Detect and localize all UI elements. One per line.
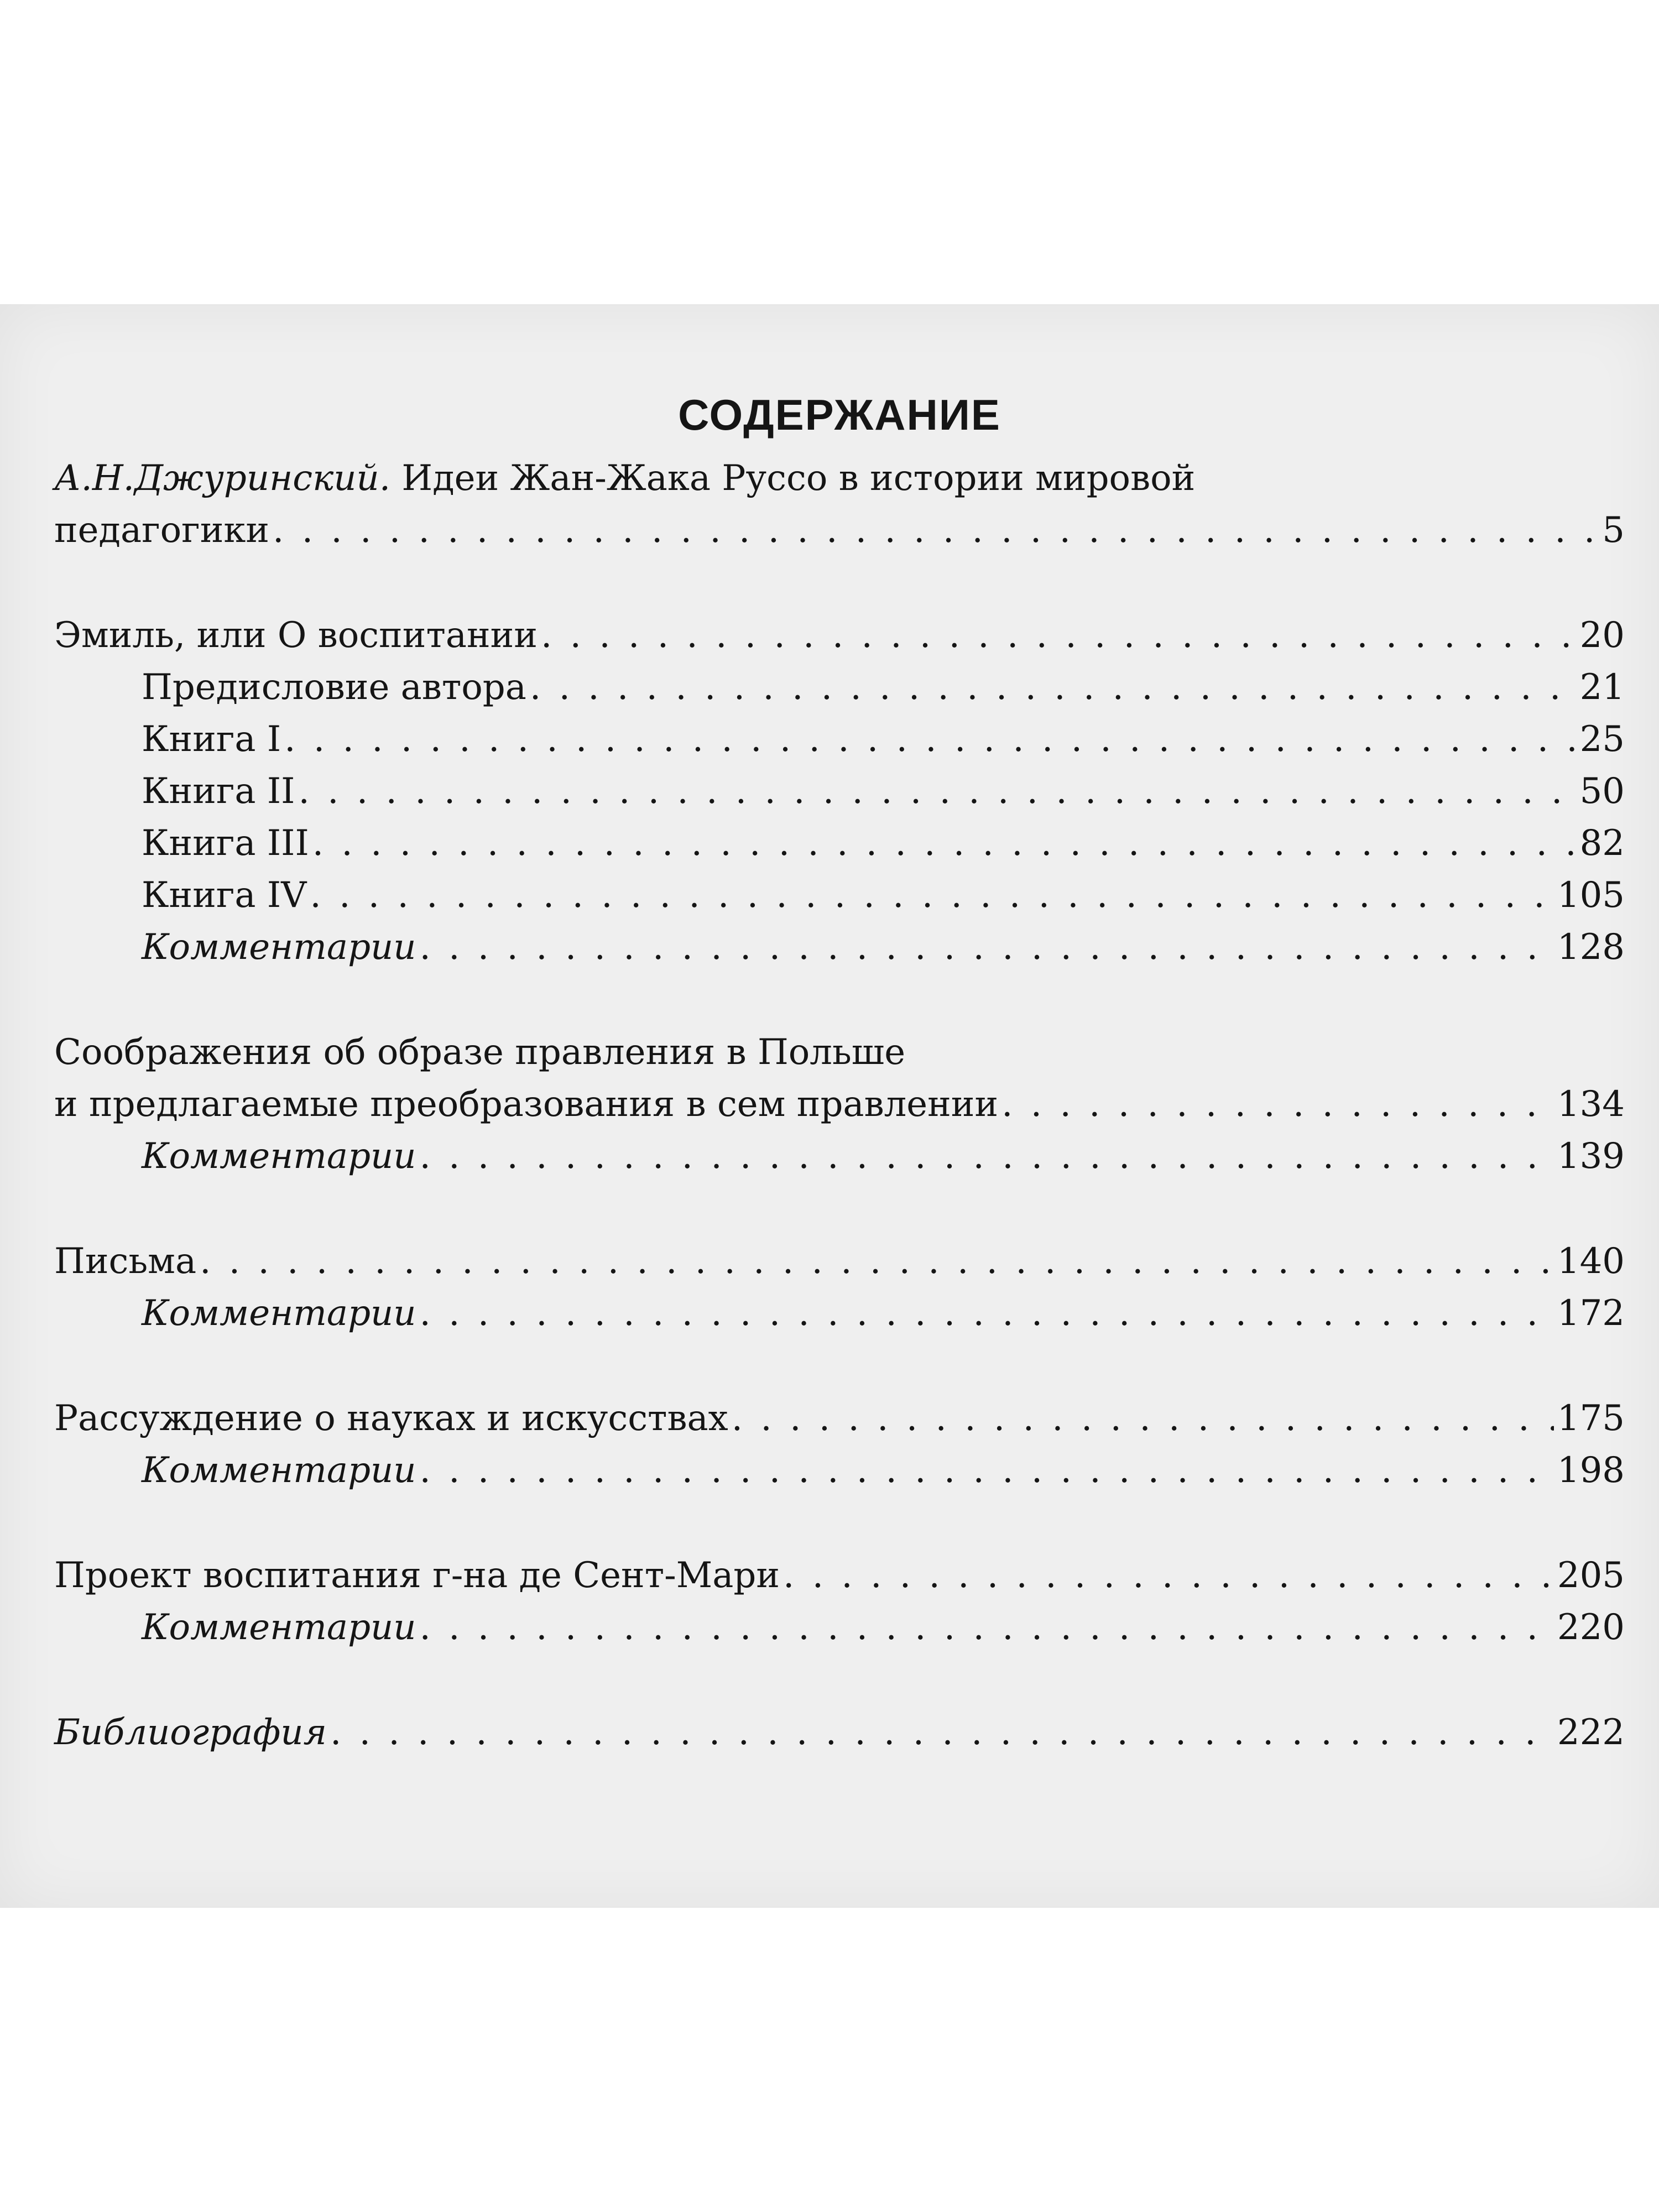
- toc-line: [54, 504, 1625, 556]
- dot-leader: [312, 817, 1577, 869]
- page-number: 140: [1557, 1241, 1625, 1282]
- toc-entry-emile: [54, 609, 1625, 973]
- table-of-contents: [54, 387, 1625, 1759]
- letters-title: Письма: [54, 1241, 197, 1282]
- poland-title-line2: и предлагаемые преобразования в сем правлении: [54, 1084, 999, 1125]
- page-number: 220: [1557, 1607, 1625, 1648]
- dot-leader: [200, 1235, 1554, 1287]
- subentry-label: Предисловие автора: [142, 667, 526, 708]
- page-number: 198: [1557, 1450, 1625, 1491]
- toc-line: [54, 452, 1625, 504]
- dot-leader: [1001, 1078, 1554, 1130]
- toc-subentry: [54, 1130, 1625, 1182]
- toc-line: [54, 1235, 1625, 1287]
- page-number: 128: [1557, 927, 1625, 968]
- page-number: 50: [1579, 771, 1625, 812]
- dot-leader: [419, 1444, 1553, 1496]
- intro-title-line1: Идеи Жан-Жака Руссо в истории мировой: [401, 458, 1196, 499]
- toc-title: СОДЕРЖАНИЕ: [678, 390, 1001, 439]
- subentry-label: Комментарии: [142, 1607, 416, 1648]
- toc-line: [54, 609, 1625, 661]
- book-page: [0, 304, 1659, 1908]
- toc-entry-letters: [54, 1235, 1625, 1339]
- page-number: 20: [1579, 615, 1625, 656]
- page-number: 175: [1557, 1398, 1625, 1439]
- page-number: 82: [1579, 823, 1625, 864]
- toc-subentry: [54, 1287, 1625, 1339]
- subentry-label: Комментарии: [142, 1293, 416, 1334]
- page-number: 25: [1579, 719, 1625, 760]
- dot-leader: [541, 609, 1577, 661]
- dot-leader: [284, 713, 1576, 765]
- subentry-label: Комментарии: [142, 1136, 416, 1177]
- page-number: 205: [1557, 1555, 1625, 1596]
- toc-entry-poland: [54, 1026, 1625, 1182]
- dot-leader: [419, 1601, 1553, 1653]
- subentry-label: Книга IV: [142, 875, 307, 916]
- intro-title-line2: педагогики: [54, 510, 269, 551]
- subentry-label: Книга III: [142, 823, 309, 864]
- toc-entry-intro: [54, 452, 1625, 556]
- page-number: 222: [1557, 1712, 1625, 1753]
- toc-entry-discourse: [54, 1392, 1625, 1496]
- page-number: 134: [1557, 1084, 1625, 1125]
- page-number: 5: [1602, 510, 1625, 551]
- dot-leader: [419, 1130, 1553, 1182]
- toc-subentry: [54, 661, 1625, 713]
- toc-line: [54, 1392, 1625, 1444]
- page-number: 139: [1557, 1136, 1625, 1177]
- subentry-label: Книга I: [142, 719, 281, 760]
- discourse-title: Рассуждение о науках и искусствах: [54, 1398, 728, 1439]
- toc-line: [54, 1026, 1625, 1078]
- intro-author: А.Н.Джуринский.: [54, 458, 391, 499]
- dot-leader: [732, 1392, 1554, 1444]
- toc-subentry: [54, 921, 1625, 973]
- toc-subentry: [54, 817, 1625, 869]
- poland-title-line1: Соображения об образе правления в Польше: [54, 1032, 906, 1073]
- toc-subentry: [54, 765, 1625, 817]
- dot-leader: [310, 869, 1553, 921]
- toc-subentry: [54, 1601, 1625, 1653]
- toc-entry-bibliography: [54, 1707, 1625, 1759]
- project-title: Проект воспитания г-на де Сент-Мари: [54, 1555, 780, 1596]
- emile-title: Эмиль, или О воспитании: [54, 615, 538, 656]
- dot-leader: [330, 1707, 1554, 1759]
- toc-subentry: [54, 1444, 1625, 1496]
- dot-leader: [298, 765, 1576, 817]
- toc-line: [54, 1707, 1625, 1759]
- toc-line: [54, 1078, 1625, 1130]
- page-number: 172: [1557, 1293, 1625, 1334]
- toc-subentry: [54, 713, 1625, 765]
- dot-leader: [530, 661, 1577, 713]
- bibliography-title: Библиография: [54, 1712, 327, 1753]
- page-number: 105: [1557, 875, 1625, 916]
- dot-leader: [783, 1550, 1554, 1601]
- dot-leader: [419, 921, 1553, 973]
- subentry-label: Книга II: [142, 771, 295, 812]
- toc-line: [54, 1550, 1625, 1601]
- dot-leader: [273, 504, 1599, 556]
- dot-leader: [419, 1287, 1553, 1339]
- page-number: 21: [1579, 667, 1625, 708]
- toc-subentry: [54, 869, 1625, 921]
- subentry-label: Комментарии: [142, 927, 416, 968]
- toc-entry-project: [54, 1550, 1625, 1653]
- subentry-label: Комментарии: [142, 1450, 416, 1491]
